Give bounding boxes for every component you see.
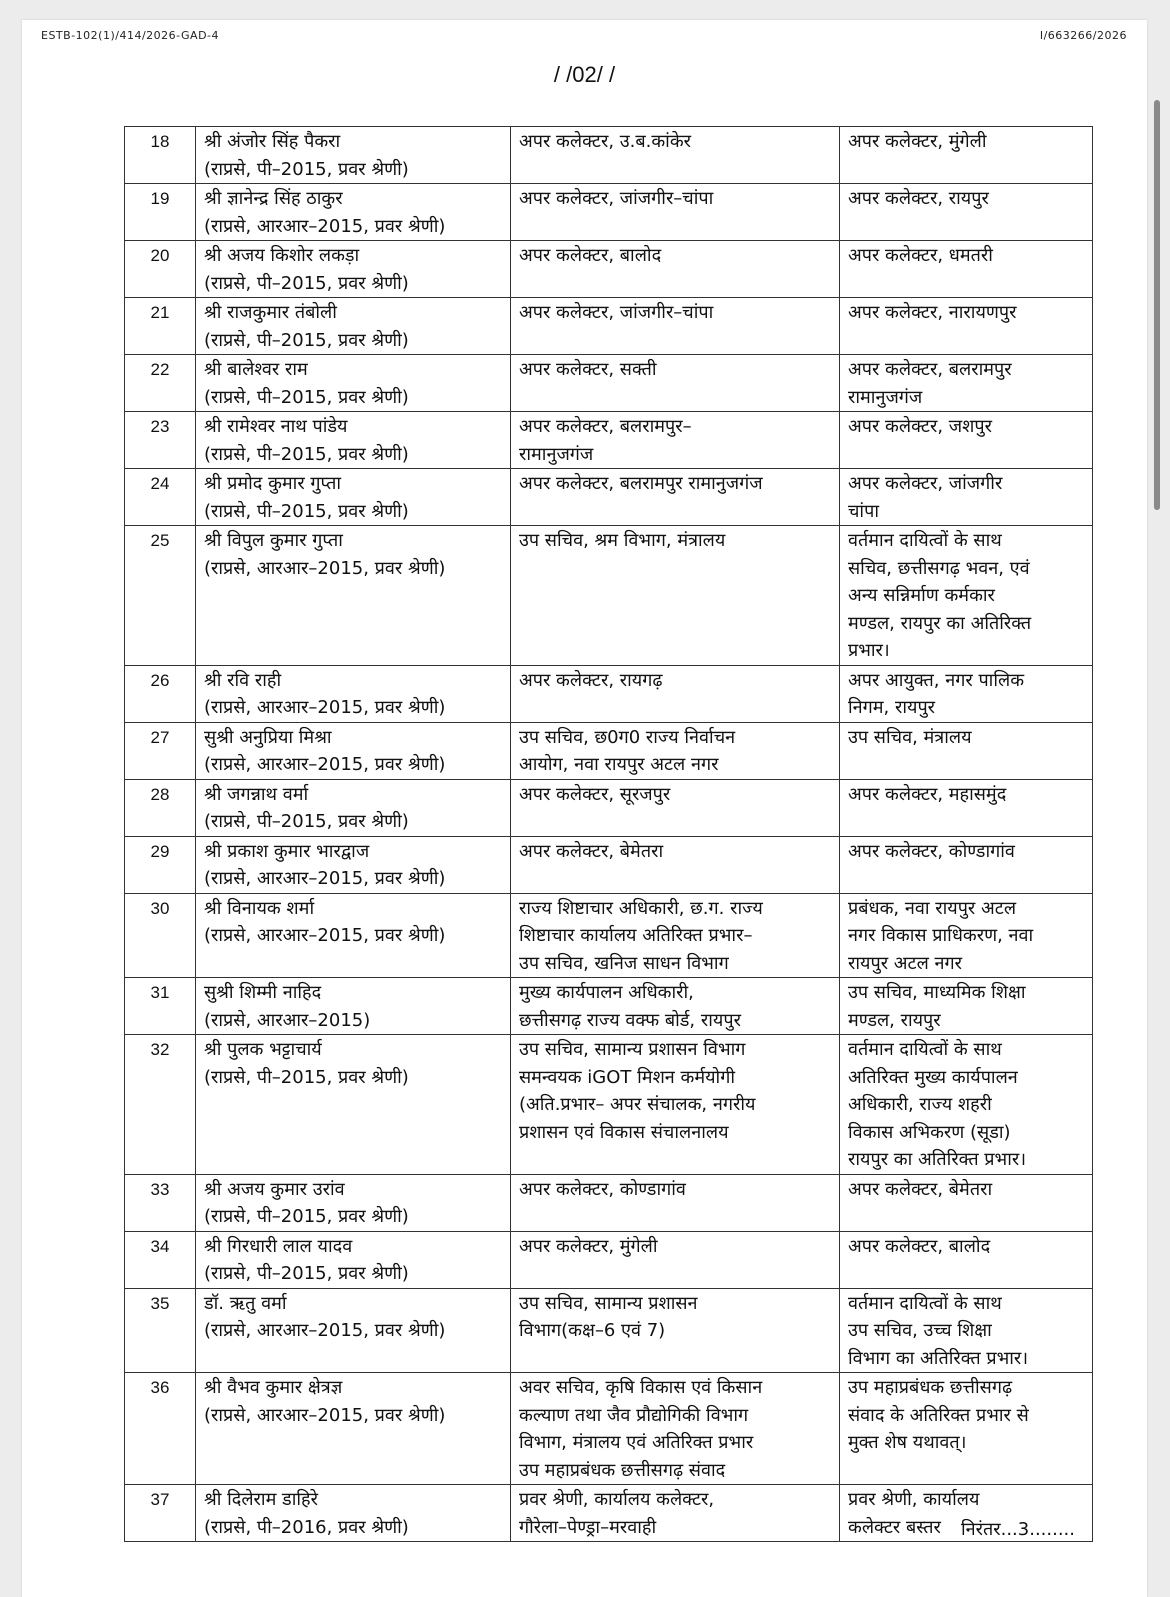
current-posting-line: उप सचिव, श्रम विभाग, मंत्रालय [519,530,726,551]
current-posting-line: अपर कलेक्टर, बलरामपुर रामानुजगंज [519,473,763,494]
table-row [125,978,1093,1035]
new-posting-line: उप सचिव, माध्यमिक शिक्षा [848,982,1026,1003]
new-posting-cell [840,978,1093,1035]
table-row [125,722,1093,779]
officer-cell [196,665,511,722]
current-posting-line: अपर कलेक्टर, कोण्डागांव [519,1178,686,1200]
new-posting-line: वर्तमान दायित्वों के साथ [848,1039,1002,1060]
table-row [125,526,1093,666]
new-posting-cell [840,779,1093,836]
table-row [125,1035,1093,1175]
table-row [125,469,1093,526]
officer-cell [196,1485,511,1542]
table-row [125,241,1093,298]
serial-number: 24 [125,469,196,526]
serial-number: 35 [125,1288,196,1373]
officer-cell [196,779,511,836]
officer-name: श्री विनायक शर्मा [204,897,315,919]
table-row [125,1373,1093,1485]
current-posting-line: उप सचिव, सामान्य प्रशासन [519,1292,698,1314]
new-posting-cell [840,665,1093,722]
current-posting-line: अपर कलेक्टर, मुंगेली [519,1235,658,1257]
table-row [125,412,1093,469]
current-posting-cell [511,779,840,836]
page-number: / /02/ / [553,62,616,87]
new-posting-line: अपर कलेक्टर, बालोद [848,1235,991,1257]
new-posting-line: प्रबंधक, नवा रायपुर अटल [848,897,1017,919]
officer-cell [196,893,511,978]
officer-service-details: (राप्रसे, आरआर–2015, प्रवर श्रेणी) [204,925,446,946]
current-posting-line: अवर सचिव, कृषि विकास एवं किसान [519,1377,763,1398]
new-posting-line: प्रभार। [848,640,890,661]
current-posting-line: (अति.प्रभार– अपर संचालक, नगरीय [519,1094,756,1115]
officer-name: श्री अंजोर सिंह पैकरा [204,131,341,152]
officer-service-details: (राप्रसे, आरआर–2015, प्रवर श्रेणी) [204,868,446,889]
current-posting-line: उप सचिव, खनिज साधन विभाग [519,952,729,974]
officer-service-details: (राप्रसे, पी–2015, प्रवर श्रेणी) [204,158,409,180]
serial-number: 27 [125,722,196,779]
current-posting-line: विभाग(कक्ष–6 एवं 7) [519,1320,666,1341]
officer-name: श्री दिलेराम डाहिरे [204,1489,318,1510]
new-posting-line: मुक्त शेष यथावत्। [848,1432,967,1453]
current-posting-line: अपर कलेक्टर, बालोद [519,245,662,266]
current-posting-line: कल्याण तथा जैव प्रौद्योगिकी विभाग [519,1404,749,1426]
officer-cell [196,1373,511,1485]
new-posting-line: उप सचिव, मंत्रालय [848,726,972,748]
current-posting-cell [511,1288,840,1373]
current-posting-cell [511,836,840,893]
file-reference: ESTB-102(1)/414/2026-GAD-4 [41,29,220,42]
new-posting-line: अपर कलेक्टर, कोण्डागांव [848,840,1015,862]
new-posting-line: अपर कलेक्टर, जांजगीर [848,473,1003,494]
new-posting-cell [840,1231,1093,1288]
new-posting-line: मण्डल, रायपुर [848,1009,941,1031]
serial-number: 31 [125,978,196,1035]
current-posting-line: उप महाप्रबंधक छत्तीसगढ़ संवाद [519,1459,726,1481]
current-posting-cell [511,241,840,298]
officer-name: श्री बालेश्वर राम [204,359,308,380]
current-posting-line: उप सचिव, सामान्य प्रशासन विभाग [519,1039,746,1060]
current-posting-line: अपर कलेक्टर, जांजगीर–चांपा [519,188,714,209]
current-posting-cell [511,665,840,722]
officer-service-details: (राप्रसे, पी–2015, प्रवर श्रेणी) [204,500,409,522]
serial-number: 22 [125,355,196,412]
serial-number: 28 [125,779,196,836]
new-posting-line: रायपुर का अतिरिक्त प्रभार। [848,1149,1027,1170]
officer-name: श्री रामेश्वर नाथ पांडेय [204,416,348,437]
new-posting-line: अपर कलेक्टर, मुंगेली [848,131,987,152]
new-posting-line: उप सचिव, उच्च शिक्षा [848,1320,992,1341]
officer-name: डॉ. ऋतु वर्मा [204,1292,287,1314]
officer-service-details: (राप्रसे, आरआर–2015, प्रवर श्रेणी) [204,1404,446,1426]
current-posting-line: शिष्टाचार कार्यालय अतिरिक्त प्रभार– [519,925,753,946]
new-posting-line: अतिरिक्त मुख्य कार्यपालन [848,1066,1018,1088]
new-posting-line: प्रवर श्रेणी, कार्यालय [848,1489,980,1510]
new-posting-line: अन्य सन्निर्माण कर्मकार [848,585,995,606]
officer-service-details: (राप्रसे, पी–2015, प्रवर श्रेणी) [204,811,409,832]
table-row [125,184,1093,241]
officer-cell [196,412,511,469]
officer-name: श्री प्रकाश कुमार भारद्वाज [204,840,370,862]
current-posting-cell [511,355,840,412]
serial-number: 19 [125,184,196,241]
officer-cell [196,978,511,1035]
officer-name: श्री वैभव कुमार क्षेत्रज्ञ [204,1377,343,1398]
officer-name: सुश्री शिम्मी नाहिद [204,982,322,1003]
current-posting-line: गौरेला–पेण्ड्रा–मरवाही [519,1516,657,1538]
serial-number: 37 [125,1485,196,1542]
new-posting-line: अपर कलेक्टर, नारायणपुर [848,302,1017,323]
officer-service-details: (राप्रसे, आरआर–2015, प्रवर श्रेणी) [204,557,446,579]
current-posting-cell [511,1373,840,1485]
officer-service-details: (राप्रसे, पी–2015, प्रवर श्रेणी) [204,272,409,294]
officer-cell [196,184,511,241]
new-posting-line: चांपा [848,500,879,522]
new-posting-line: अपर आयुक्त, नगर पालिक [848,669,1025,691]
transfer-orders-table [124,126,1093,1542]
table-row [125,836,1093,893]
new-posting-cell [840,1288,1093,1373]
current-posting-line: अपर कलेक्टर, जांजगीर–चांपा [519,302,714,323]
officer-service-details: (राप्रसे, पी–2015, प्रवर श्रेणी) [204,443,409,465]
current-posting-cell [511,412,840,469]
officer-name: श्री जगन्नाथ वर्मा [204,783,309,805]
current-posting-cell [511,978,840,1035]
officer-name: श्री रवि राही [204,669,282,691]
current-posting-line: आयोग, नवा रायपुर अटल नगर [519,754,719,775]
officer-cell [196,1288,511,1373]
new-posting-cell [840,722,1093,779]
new-posting-line: नगर विकास प्राधिकरण, नवा [848,925,1034,946]
officer-name: श्री राजकुमार तंबोली [204,302,337,323]
new-posting-line: रायपुर अटल नगर [848,952,963,974]
table-body [125,127,1093,1542]
officer-name: श्री ज्ञानेन्द्र सिंह ठाकुर [204,188,343,209]
current-posting-cell [511,893,840,978]
new-posting-cell [840,184,1093,241]
officer-cell [196,1231,511,1288]
table-row [125,1288,1093,1373]
officer-cell [196,298,511,355]
officer-cell [196,1035,511,1175]
new-posting-cell [840,298,1093,355]
table-row [125,1174,1093,1231]
serial-number: 30 [125,893,196,978]
serial-number: 21 [125,298,196,355]
current-posting-line: अपर कलेक्टर, बेमेतरा [519,840,664,862]
new-posting-line: रामानुजगंज [848,386,923,408]
serial-number: 18 [125,127,196,184]
new-posting-line: अपर कलेक्टर, जशपुर [848,416,992,437]
officer-service-details: (राप्रसे, पी–2015, प्रवर श्रेणी) [204,1066,409,1088]
new-posting-cell [840,893,1093,978]
current-posting-line: अपर कलेक्टर, रायगढ़ [519,669,663,691]
officer-name: श्री विपुल कुमार गुप्ता [204,530,343,551]
officer-cell [196,722,511,779]
officer-service-details: (राप्रसे, आरआर–2015, प्रवर श्रेणी) [204,1320,446,1341]
current-posting-line: राज्य शिष्टाचार अधिकारी, छ.ग. राज्य [519,897,763,919]
current-posting-cell [511,298,840,355]
table-row [125,893,1093,978]
current-posting-cell [511,1231,840,1288]
serial-number: 29 [125,836,196,893]
new-posting-cell [840,526,1093,666]
new-posting-line: अपर कलेक्टर, महासमुंद [848,783,1007,805]
new-posting-line: अपर कलेक्टर, बेमेतरा [848,1178,993,1200]
officer-service-details: (राप्रसे, आरआर–2015, प्रवर श्रेणी) [204,215,446,237]
new-posting-cell [840,241,1093,298]
current-posting-line: अपर कलेक्टर, सक्ती [519,359,657,380]
officer-service-details: (राप्रसे, पी–2015, प्रवर श्रेणी) [204,329,409,351]
current-posting-line: अपर कलेक्टर, सूरजपुर [519,783,671,805]
officer-cell [196,127,511,184]
new-posting-line: विकास अभिकरण (सूडा) [848,1121,1011,1143]
serial-number: 33 [125,1174,196,1231]
new-posting-line: अपर कलेक्टर, धमतरी [848,245,993,266]
officer-cell [196,836,511,893]
current-posting-line: समन्वयक iGOT मिशन कर्मयोगी [519,1066,736,1088]
officer-service-details: (राप्रसे, पी–2015, प्रवर श्रेणी) [204,1263,409,1284]
new-posting-line: वर्तमान दायित्वों के साथ [848,1292,1002,1314]
serial-number: 20 [125,241,196,298]
current-posting-line: विभाग, मंत्रालय एवं अतिरिक्त प्रभार [519,1432,754,1453]
serial-number: 26 [125,665,196,722]
document-page [22,20,1147,1597]
serial-number: 25 [125,526,196,666]
current-posting-cell [511,526,840,666]
new-posting-line: विभाग का अतिरिक्त प्रभार। [848,1347,1029,1369]
officer-name: सुश्री अनुप्रिया मिश्रा [204,726,332,748]
officer-name: श्री प्रमोद कुमार गुप्ता [204,473,342,494]
officer-service-details: (राप्रसे, पी–2015, प्रवर श्रेणी) [204,386,409,408]
table-row [125,665,1093,722]
new-posting-cell [840,412,1093,469]
current-posting-line: अपर कलेक्टर, बलरामपुर– [519,416,692,437]
officer-cell [196,469,511,526]
new-posting-cell [840,355,1093,412]
officer-service-details: (राप्रसे, आरआर–2015) [204,1009,371,1031]
officer-cell [196,241,511,298]
current-posting-cell [511,184,840,241]
table-row [125,355,1093,412]
new-posting-line: मण्डल, रायपुर का अतिरिक्त [848,612,1032,634]
current-posting-line: प्रशासन एवं विकास संचालनालय [519,1121,729,1143]
officer-name: श्री पुलक भट्टाचार्य [204,1039,322,1060]
new-posting-line: उप महाप्रबंधक छत्तीसगढ़ [848,1377,1013,1398]
new-posting-cell [840,1174,1093,1231]
officer-cell [196,1174,511,1231]
new-posting-line: कलेक्टर बस्तर [848,1516,941,1538]
current-posting-line: प्रवर श्रेणी, कार्यालय कलेक्टर, [519,1489,715,1510]
current-posting-cell [511,1035,840,1175]
current-posting-line: रामानुजगंज [519,443,594,465]
officer-cell [196,355,511,412]
new-posting-cell [840,469,1093,526]
officer-service-details: (राप्रसे, आरआर–2015, प्रवर श्रेणी) [204,697,446,718]
current-posting-cell [511,1174,840,1231]
table-row [125,1485,1093,1542]
current-posting-cell [511,127,840,184]
current-posting-line: उप सचिव, छ0ग0 राज्य निर्वाचन [519,726,736,748]
new-posting-line: अधिकारी, राज्य शहरी [848,1094,992,1115]
new-posting-cell [840,1373,1093,1485]
new-posting-cell [840,1035,1093,1175]
new-posting-line: अपर कलेक्टर, रायपुर [848,188,989,209]
new-posting-cell [840,127,1093,184]
current-posting-line: मुख्य कार्यपालन अधिकारी, [519,982,694,1003]
officer-service-details: (राप्रसे, पी–2015, प्रवर श्रेणी) [204,1206,409,1227]
officer-service-details: (राप्रसे, पी–2016, प्रवर श्रेणी) [204,1516,409,1538]
new-posting-line: निगम, रायपुर [848,697,936,718]
table-row [125,127,1093,184]
current-posting-cell [511,722,840,779]
vertical-scrollbar[interactable] [1154,100,1160,510]
officer-name: श्री अजय किशोर लकड़ा [204,245,360,266]
current-posting-line: छत्तीसगढ़ राज्य वक्फ बोर्ड, रायपुर [519,1009,741,1031]
serial-number: 23 [125,412,196,469]
table-row [125,298,1093,355]
current-posting-cell [511,1485,840,1542]
current-posting-cell [511,469,840,526]
serial-number: 32 [125,1035,196,1175]
serial-number: 36 [125,1373,196,1485]
table-row [125,1231,1093,1288]
table-row [125,779,1093,836]
continued-marker: निरंतर...3........ [960,1519,1075,1540]
new-posting-line: संवाद के अतिरिक्त प्रभार से [848,1404,1029,1426]
serial-number: 34 [125,1231,196,1288]
new-posting-line: अपर कलेक्टर, बलरामपुर [848,359,1012,380]
new-posting-line: वर्तमान दायित्वों के साथ [848,530,1002,551]
new-posting-cell [840,836,1093,893]
officer-name: श्री गिरधारी लाल यादव [204,1235,353,1257]
document-id: I/663266/2026 [1039,29,1127,42]
current-posting-line: अपर कलेक्टर, उ.ब.कांकेर [519,131,692,152]
officer-name: श्री अजय कुमार उरांव [204,1178,345,1200]
new-posting-line: सचिव, छत्तीसगढ़ भवन, एवं [848,557,1030,579]
officer-cell [196,526,511,666]
officer-service-details: (राप्रसे, आरआर–2015, प्रवर श्रेणी) [204,754,446,775]
